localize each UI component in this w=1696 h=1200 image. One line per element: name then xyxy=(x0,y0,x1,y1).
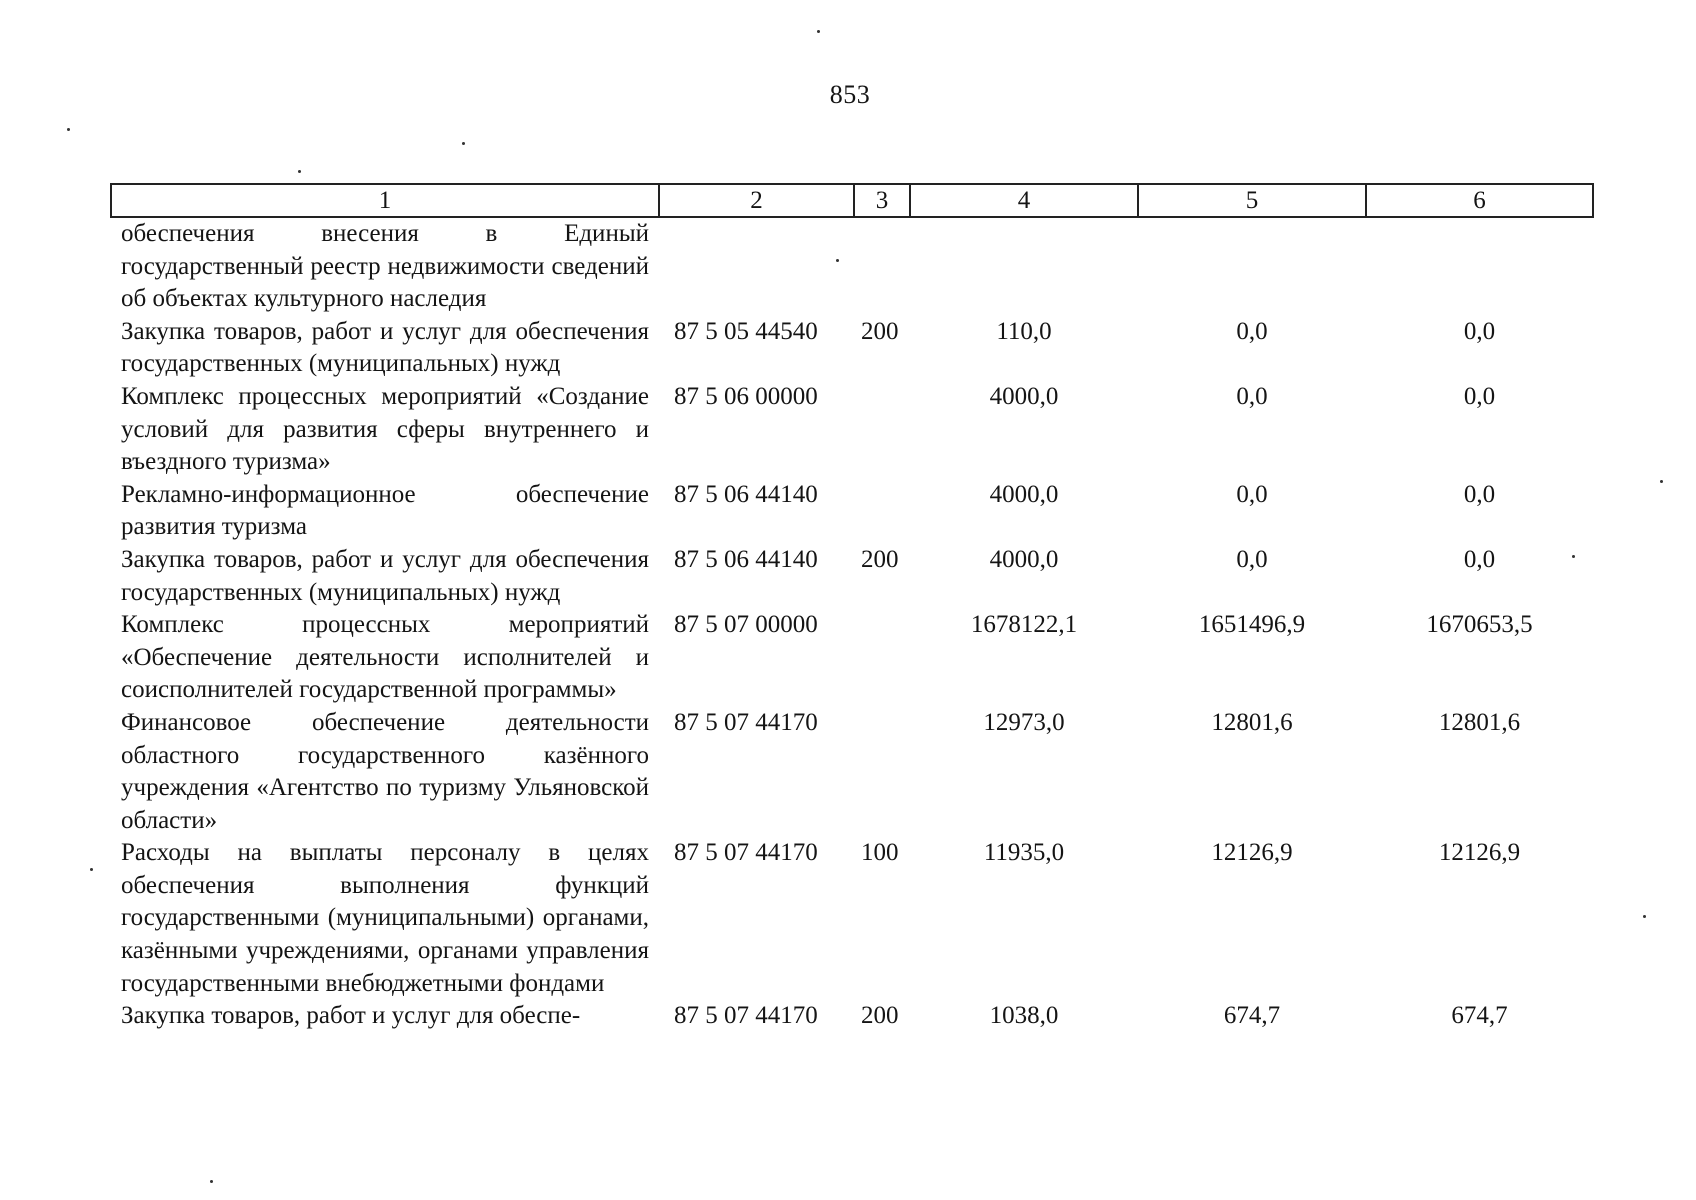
row-value-col6: 0,0 xyxy=(1463,382,1496,410)
scan-speck xyxy=(1572,555,1575,558)
row-value-col4: 1678122,1 xyxy=(970,611,1078,639)
row-value-col6: 12801,6 xyxy=(1438,708,1521,736)
row-value-col5: 674,7 xyxy=(1223,1002,1281,1030)
row-value-col6: 674,7 xyxy=(1451,1002,1508,1030)
row-value-col6: 0,0 xyxy=(1463,545,1496,573)
table-row xyxy=(111,479,1593,544)
row-code xyxy=(659,217,854,316)
row-expense-type xyxy=(854,707,910,837)
row-value-col6 xyxy=(1366,217,1593,316)
row-code: 87 5 05 44540 xyxy=(674,317,818,345)
header-col-5: 5 xyxy=(1138,184,1366,217)
row-expense-type xyxy=(854,381,910,479)
row-value-col4: 4000,0 xyxy=(989,382,1059,410)
row-code: 87 5 07 44170 xyxy=(674,708,818,736)
table-row xyxy=(111,609,1593,707)
row-code: 87 5 06 00000 xyxy=(674,382,818,410)
scan-speck xyxy=(836,259,839,262)
row-description: Комплекс процессных мероприятий «Создание условий для развития сферы внутреннего и въездного туризма» xyxy=(121,382,649,476)
table-row xyxy=(111,707,1593,837)
page-number: 853 xyxy=(829,80,871,109)
scan-speck xyxy=(90,868,93,871)
row-description: Расходы на выплаты персоналу в целях обеспечения выполнения функций государственными (муниципальными) органами, казёнными учреждениями, органами управления государственными внебюджетными фондами xyxy=(121,839,649,997)
scan-speck xyxy=(210,1180,213,1183)
header-col-6: 6 xyxy=(1366,184,1593,217)
row-value-col4: 110,0 xyxy=(996,317,1052,345)
budget-table-container xyxy=(110,183,1592,1033)
row-value-col5: 0,0 xyxy=(1236,382,1268,410)
table-row xyxy=(111,544,1593,609)
table-row xyxy=(111,381,1593,479)
row-code: 87 5 06 44140 xyxy=(674,545,818,573)
row-value-col4: 12973,0 xyxy=(983,708,1065,736)
row-description: Комплекс процессных мероприятий «Обеспечение деятельности исполнителей и соисполнителей государственной программы» xyxy=(121,611,649,704)
row-value-col4: 11935,0 xyxy=(983,839,1065,867)
table-row xyxy=(111,217,1593,316)
table-row xyxy=(111,1000,1593,1033)
row-description: Закупка товаров, работ и услуг для обеспе- xyxy=(121,1002,581,1030)
row-code: 87 5 07 00000 xyxy=(674,611,818,639)
row-expense-type: 200 xyxy=(861,1002,899,1030)
row-expense-type: 100 xyxy=(861,839,899,867)
row-description: Финансовое обеспечение деятельности областного государственного казённого учреждения «Агентство по туризму Ульяновской области» xyxy=(121,708,649,834)
row-code: 87 5 07 44170 xyxy=(674,839,818,867)
row-value-col4: 1038,0 xyxy=(989,1002,1059,1030)
row-code: 87 5 06 44140 xyxy=(674,480,818,508)
row-expense-type xyxy=(854,217,910,316)
scan-speck xyxy=(462,142,465,145)
row-expense-type xyxy=(854,609,910,707)
row-value-col5 xyxy=(1138,217,1366,316)
budget-table xyxy=(110,183,1594,1033)
row-expense-type: 200 xyxy=(861,317,899,345)
row-value-col5: 0,0 xyxy=(1236,317,1268,345)
row-value-col4: 4000,0 xyxy=(989,545,1059,573)
scan-speck xyxy=(298,170,301,173)
row-value-col6: 0,0 xyxy=(1463,317,1496,345)
table-row xyxy=(111,837,1593,1000)
row-value-col5: 0,0 xyxy=(1236,480,1268,508)
row-value-col6: 1670653,5 xyxy=(1426,611,1533,639)
header-col-3: 3 xyxy=(854,184,910,217)
row-value-col5: 0,0 xyxy=(1236,545,1268,573)
row-value-col5: 12801,6 xyxy=(1211,708,1293,736)
row-value-col5: 12126,9 xyxy=(1211,839,1293,867)
scan-speck xyxy=(1643,915,1646,918)
row-code: 87 5 07 44170 xyxy=(674,1002,818,1030)
row-expense-type: 200 xyxy=(861,545,899,573)
row-value-col5: 1651496,9 xyxy=(1198,611,1306,639)
row-value-col4: 4000,0 xyxy=(989,480,1059,508)
row-value-col6: 0,0 xyxy=(1463,480,1496,508)
header-col-1: 1 xyxy=(111,184,659,217)
row-description: обеспечения внесения в Единый государственный реестр недвижимости сведений об объектах культурного наследия xyxy=(121,220,649,313)
scan-speck xyxy=(817,30,820,33)
row-description: Закупка товаров, работ и услуг для обеспечения государственных (муниципальных) нужд xyxy=(121,545,649,606)
header-col-4: 4 xyxy=(910,184,1138,217)
scan-speck xyxy=(67,128,70,131)
table-row xyxy=(111,316,1593,381)
row-description: Закупка товаров, работ и услуг для обеспечения государственных (муниципальных) нужд xyxy=(121,317,649,378)
header-row xyxy=(111,184,1593,217)
scan-speck xyxy=(1660,480,1663,483)
header-col-2: 2 xyxy=(659,184,854,217)
row-value-col4 xyxy=(910,217,1138,316)
row-expense-type xyxy=(854,479,910,544)
row-value-col6: 12126,9 xyxy=(1438,839,1521,867)
row-description: Рекламно-информационное обеспечение развития туризма xyxy=(121,480,649,541)
